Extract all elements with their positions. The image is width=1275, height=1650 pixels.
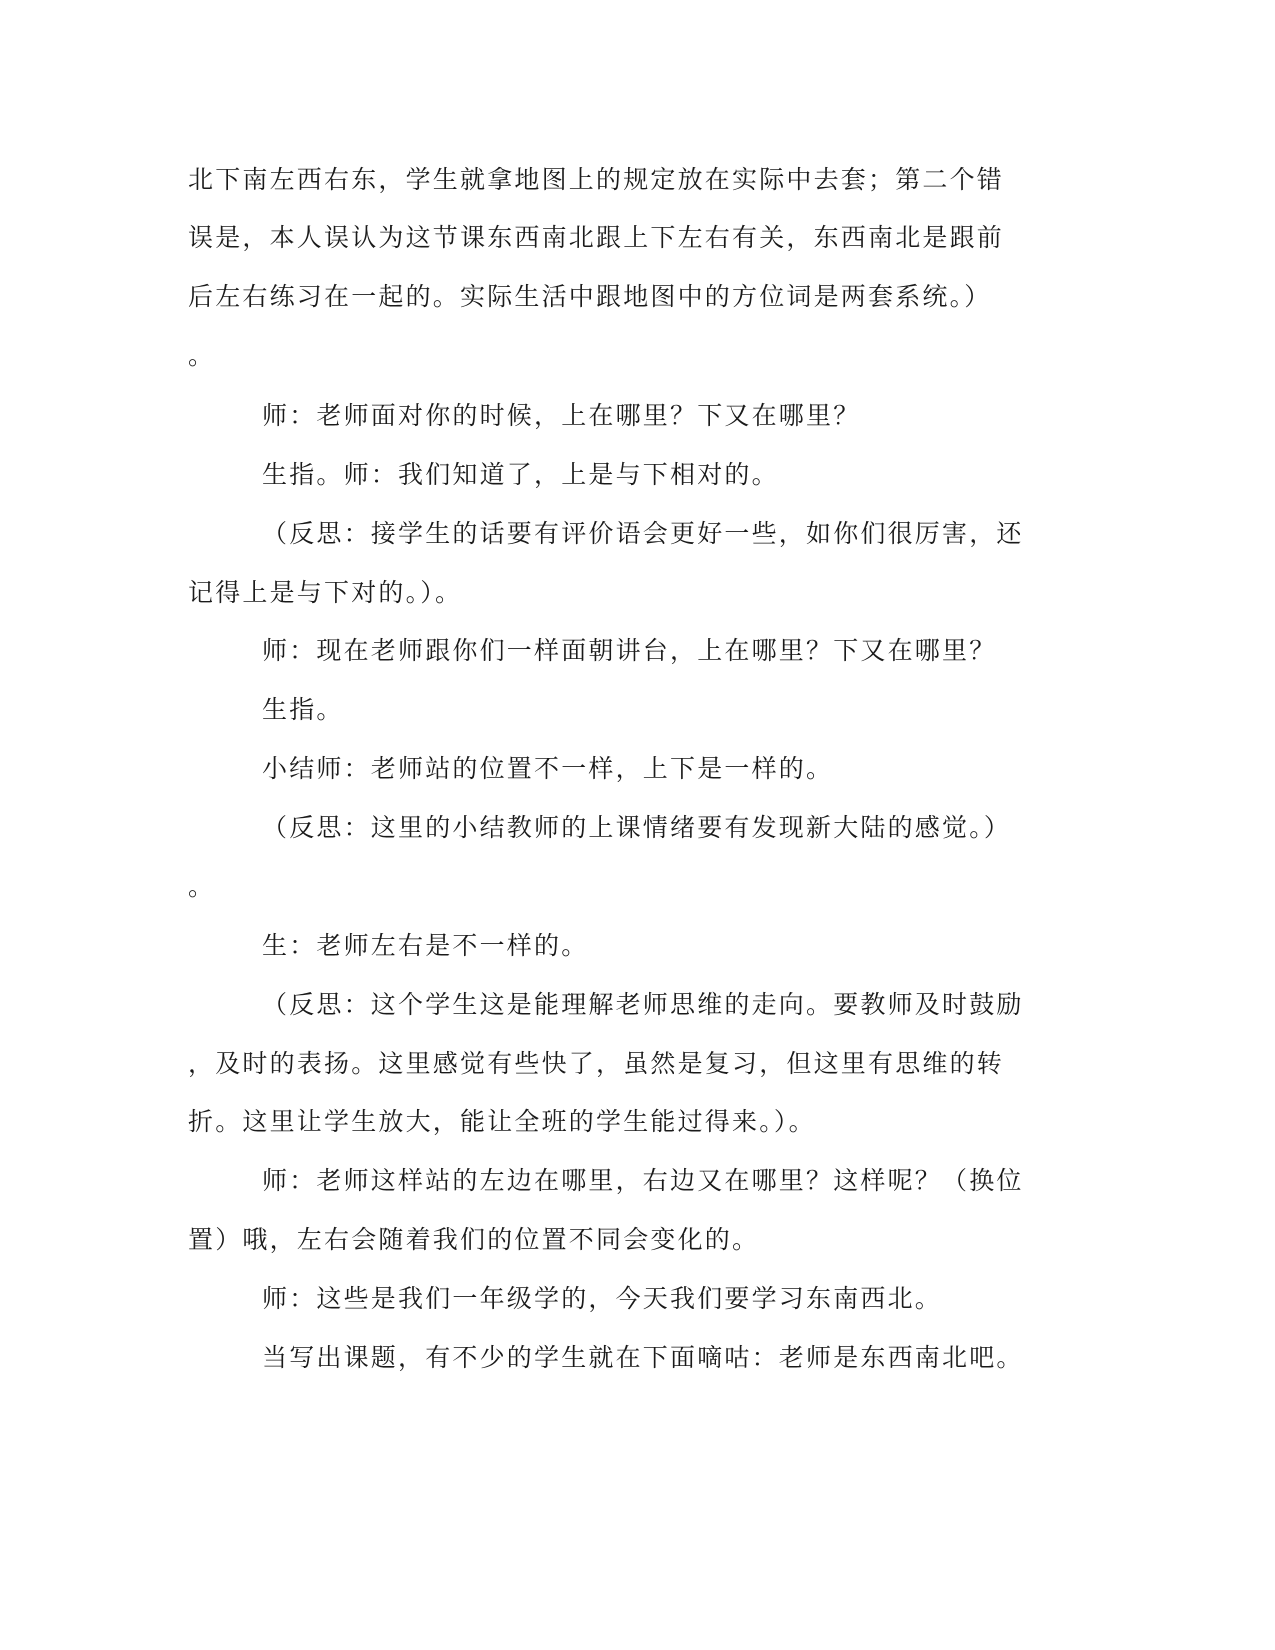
text-line: 后左右练习在一起的。实际生活中跟地图中的方位词是两套系统。） <box>188 282 992 311</box>
text-line: 北下南左西右东，学生就拿地图上的规定放在实际中去套；第二个错 <box>188 165 1005 194</box>
text-line: 。 <box>188 341 216 370</box>
text-line: 小结师：老师站的位置不一样，上下是一样的。 <box>262 754 834 783</box>
text-line: （反思：这个学生这是能理解老师思维的走向。要教师及时鼓励 <box>262 990 1024 1019</box>
text-line: 师：老师面对你的时候，上在哪里？下又在哪里？ <box>262 401 861 430</box>
text-line: ，及时的表扬。这里感觉有些快了，虽然是复习，但这里有思维的转 <box>188 1049 1005 1078</box>
text-line: 师：现在老师跟你们一样面朝讲台，上在哪里？下又在哪里？ <box>262 636 997 665</box>
text-line: 当写出课题，有不少的学生就在下面嘀咕：老师是东西南北吧。 <box>262 1343 1024 1372</box>
text-line: （反思：这里的小结教师的上课情绪要有发现新大陆的感觉。） <box>262 813 1012 842</box>
text-line: 折。这里让学生放大，能让全班的学生能过得来。）。 <box>188 1107 816 1136</box>
text-line: 置）哦，左右会随着我们的位置不同会变化的。 <box>188 1225 760 1254</box>
text-line: 记得上是与下对的。）。 <box>188 578 463 607</box>
text-line: （反思：接学生的话要有评价语会更好一些，如你们很厉害，还 <box>262 519 1024 548</box>
text-line: 误是，本人误认为这节课东西南北跟上下左右有关，东西南北是跟前 <box>188 223 1005 252</box>
text-line: 生指。师：我们知道了，上是与下相对的。 <box>262 460 779 489</box>
text-line: 师：老师这样站的左边在哪里，右边又在哪里？这样呢？（换位 <box>262 1166 1024 1195</box>
text-line: 生指。 <box>262 695 344 724</box>
text-line: 师：这些是我们一年级学的，今天我们要学习东南西北。 <box>262 1284 943 1313</box>
text-line: 。 <box>188 872 216 901</box>
text-line: 生：老师左右是不一样的。 <box>262 931 589 960</box>
